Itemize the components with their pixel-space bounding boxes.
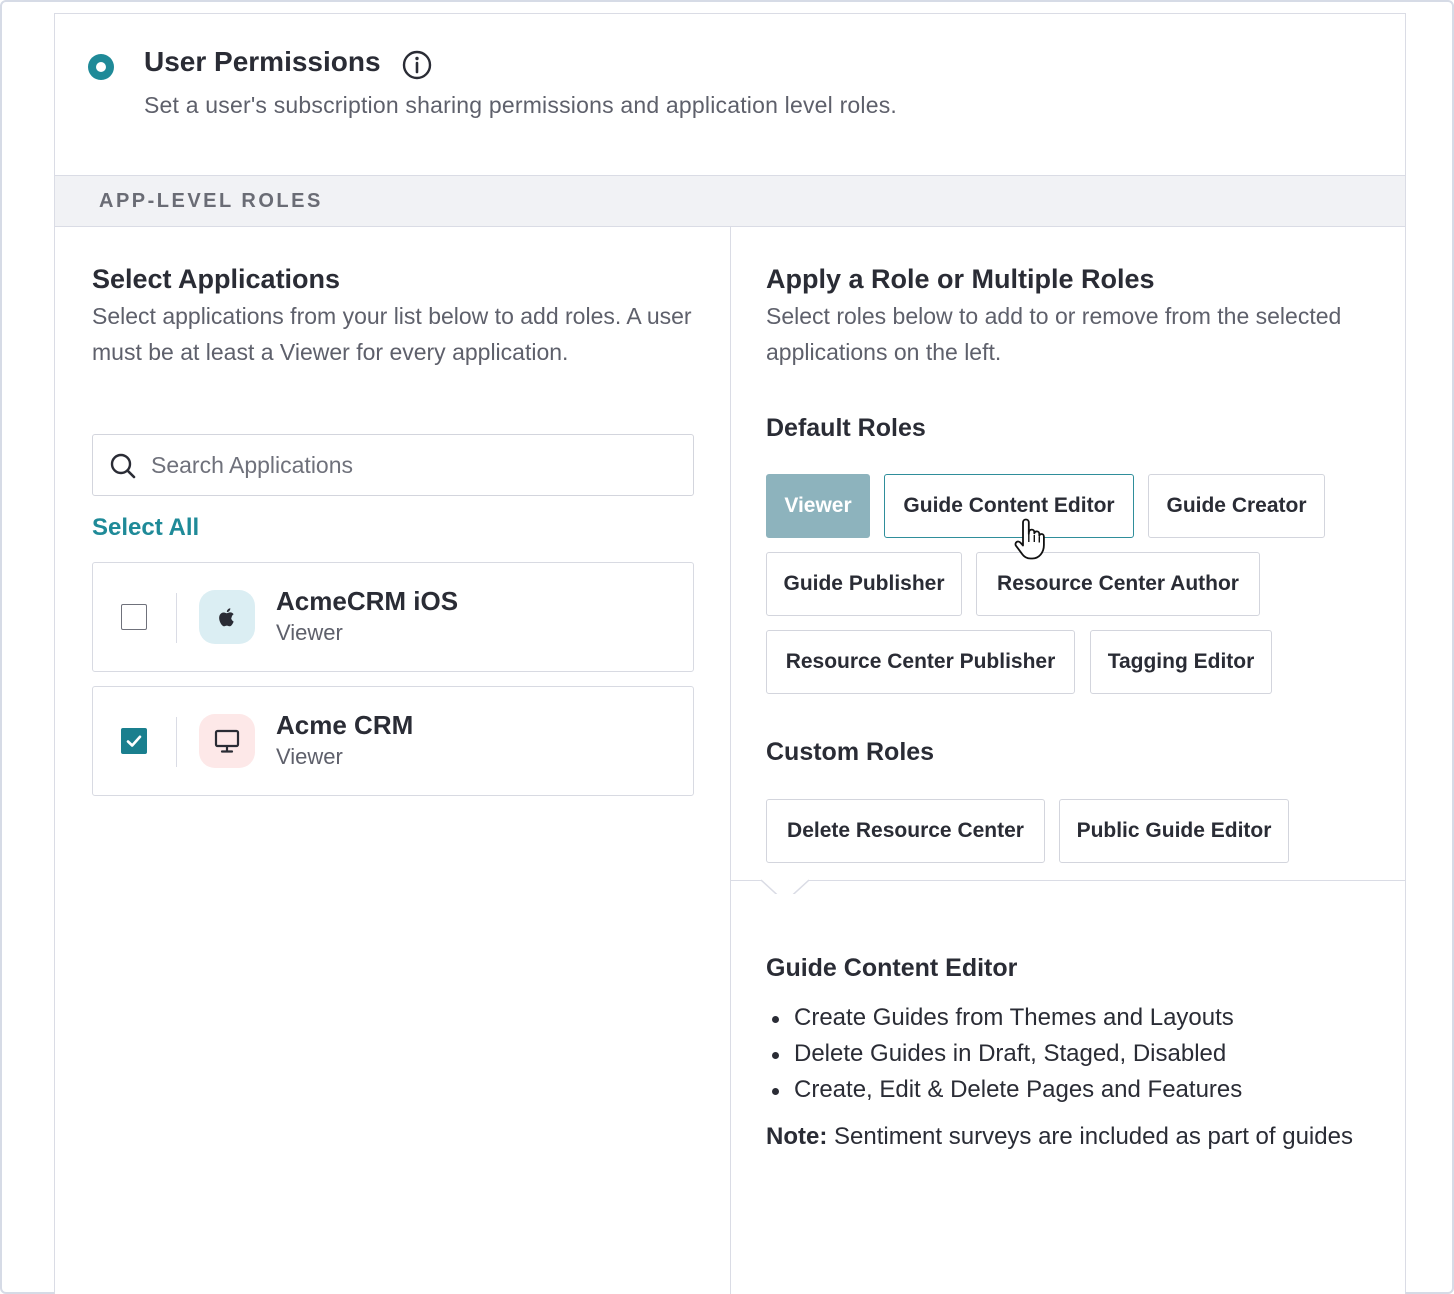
custom-roles-heading: Custom Roles	[766, 738, 935, 766]
role-permission-list	[766, 1000, 1242, 1108]
app-checkbox[interactable]	[121, 604, 147, 630]
detail-pointer	[761, 868, 809, 894]
note-text: Sentiment surveys are included as part of guides	[827, 1123, 1353, 1150]
list-item: Delete Guides in Draft, Staged, Disabled	[766, 1036, 1242, 1072]
select-applications-title: Select Applications	[92, 264, 341, 294]
search-input[interactable]	[151, 445, 671, 485]
app-name: Acme CRM	[276, 710, 414, 740]
app-icon-tile	[199, 590, 255, 644]
list-item: Create, Edit & Delete Pages and Features	[766, 1072, 1242, 1108]
apply-roles-description: Select roles below to add to or remove from the selected applications on the left.	[766, 303, 1342, 365]
search-icon	[109, 452, 137, 480]
app-role: Viewer	[276, 744, 343, 769]
apple-icon	[213, 603, 241, 631]
check-icon	[125, 732, 143, 750]
role-detail-title: Guide Content Editor	[766, 954, 1018, 982]
role-chip-tagging-editor[interactable]: Tagging Editor	[1090, 630, 1272, 694]
permissions-radio[interactable]	[88, 54, 114, 80]
app-icon-tile	[199, 714, 255, 768]
apply-roles-title: Apply a Role or Multiple Roles	[766, 264, 1155, 294]
role-chip-delete-resource-center[interactable]: Delete Resource Center	[766, 799, 1045, 863]
row-separator	[176, 593, 177, 643]
role-note	[766, 1124, 1366, 1150]
role-chip-resource-center-author[interactable]: Resource Center Author	[976, 552, 1260, 616]
app-role: Viewer	[276, 620, 343, 645]
app-checkbox[interactable]	[121, 728, 147, 754]
note-label: Note:	[766, 1123, 828, 1150]
select-all-link[interactable]: Select All	[92, 514, 200, 541]
role-chip-guide-creator[interactable]: Guide Creator	[1148, 474, 1325, 538]
default-roles-heading: Default Roles	[766, 414, 926, 442]
section-label: APP-LEVEL ROLES	[99, 190, 323, 212]
role-chip-guide-content-editor[interactable]: Guide Content Editor	[884, 474, 1134, 538]
app-row-acmecrm-ios[interactable]	[92, 562, 694, 672]
page-subtitle: Set a user's subscription sharing permissions and application level roles.	[144, 92, 898, 118]
role-chip-viewer[interactable]: Viewer	[766, 474, 870, 538]
app-row-acme-crm[interactable]	[92, 686, 694, 796]
role-chip-guide-publisher[interactable]: Guide Publisher	[766, 552, 962, 616]
role-chip-public-guide-editor[interactable]: Public Guide Editor	[1059, 799, 1289, 863]
info-icon[interactable]	[401, 49, 433, 81]
row-separator	[176, 717, 177, 767]
search-box[interactable]	[92, 434, 694, 496]
select-applications-description: Select applications from your list below to add roles. A user must be at least a Viewer for every application.	[92, 303, 692, 365]
page-title: User Permissions	[144, 46, 381, 77]
column-divider	[730, 227, 731, 1294]
monitor-icon	[213, 727, 241, 755]
role-chip-resource-center-publisher[interactable]: Resource Center Publisher	[766, 630, 1075, 694]
list-item: Create Guides from Themes and Layouts	[766, 1000, 1242, 1036]
app-name: AcmeCRM iOS	[276, 586, 459, 616]
detail-divider	[730, 880, 1406, 881]
section-band	[55, 175, 1405, 227]
permissions-card	[54, 13, 1406, 1294]
